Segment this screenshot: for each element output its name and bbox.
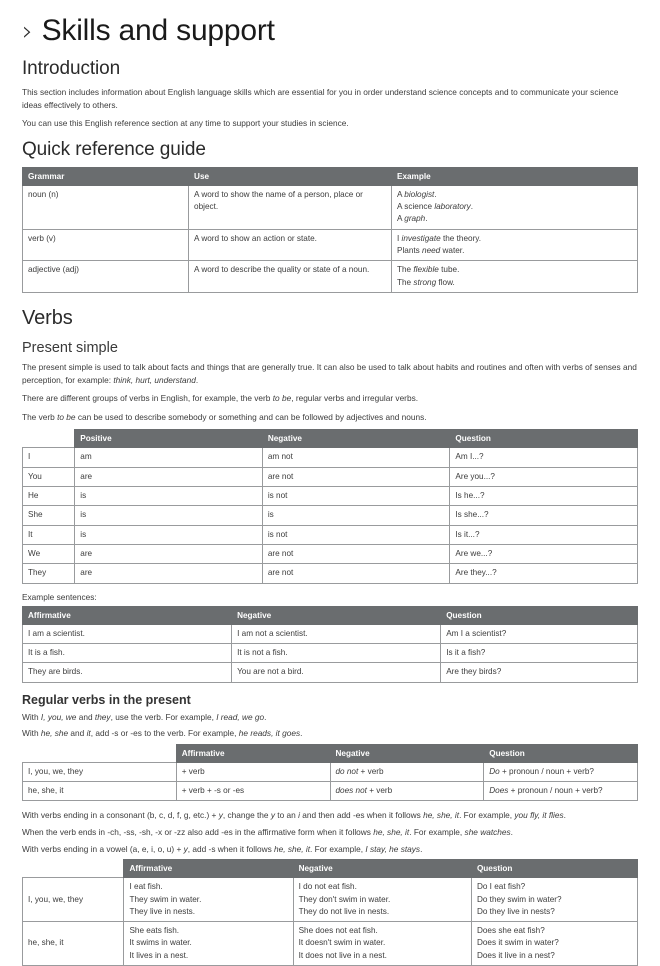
- introduction-paragraph-2: You can use this English reference section at any time to support your studies in science.: [22, 118, 349, 129]
- example-sentences-table: [22, 606, 638, 683]
- cell-question: Does + pronoun / noun + verb?: [484, 782, 638, 801]
- verb-to-be-table: [22, 429, 638, 583]
- cell-pronoun: We: [23, 544, 75, 563]
- cell-negative: are not: [262, 544, 450, 563]
- cell-affirmative: [124, 922, 293, 966]
- regular-verbs-paragraph-2: With he, she and it, add -s or -es to the verb. For example, he reads, it goes.: [22, 728, 303, 739]
- cell-pronoun: he, she, it: [23, 922, 124, 966]
- cell-pronoun: You: [23, 467, 75, 486]
- cell-pronoun: She: [23, 506, 75, 525]
- cell-negative: am not: [262, 448, 450, 467]
- table-row: [23, 643, 638, 662]
- cell-pronoun: They: [23, 564, 75, 583]
- table-row: [23, 185, 638, 229]
- table-header-row: [23, 744, 638, 762]
- table-header-row: [23, 860, 638, 878]
- column-header-pronoun: [23, 430, 75, 448]
- table-header-row: [23, 430, 638, 448]
- sentence-line: They swim in water.: [129, 894, 202, 904]
- cell-negative: does not + verb: [330, 782, 484, 801]
- sentence-line: They don't swim in water.: [298, 894, 391, 904]
- sentence-line: I eat fish.: [129, 882, 163, 892]
- cell-positive: am: [75, 448, 263, 467]
- present-simple-paragraph-3: The verb to be can be used to describe somebody or something and can be followed by adjectives and nouns.: [22, 411, 427, 422]
- table-row: [23, 564, 638, 583]
- cell-question: Is it...?: [450, 525, 638, 544]
- cell-use: A word to describe the quality or state of a noun.: [189, 261, 392, 293]
- sentence-line: Do they live in nests?: [476, 906, 555, 916]
- cell-positive: is: [75, 506, 263, 525]
- example-sentences-label: Example sentences:: [22, 591, 97, 602]
- column-header-affirmative: Affirmative: [23, 606, 232, 624]
- table-header-row: [23, 606, 638, 624]
- cell-question: Are we...?: [450, 544, 638, 563]
- cell-affirmative: It is a fish.: [23, 643, 232, 662]
- example-line: A science laboratory.: [396, 202, 474, 212]
- table-row: [23, 506, 638, 525]
- sentence-line: It doesn't swim in water.: [298, 938, 386, 948]
- cell-use: A word to show the name of a person, place or object.: [189, 185, 392, 229]
- cell-negative: is not: [262, 487, 450, 506]
- sentence-line: Do I eat fish?: [476, 882, 526, 892]
- spelling-rule-1: With verbs ending in a consonant (b, c, d, f, g, etc.) + y, change the y to an i and then add -es when it follows he, she, it. For example, you fly, it flies.: [22, 810, 566, 821]
- table-row: [23, 663, 638, 682]
- sentence-line: Does it live in a nest?: [476, 950, 555, 960]
- table-row: [23, 448, 638, 467]
- cell-positive: are: [75, 564, 263, 583]
- cell-negative: are not: [262, 467, 450, 486]
- sentence-line: Does it swim in water?: [476, 938, 559, 948]
- cell-question: Are they...?: [450, 564, 638, 583]
- column-header-question: Question: [471, 860, 637, 878]
- page-title: [22, 14, 638, 48]
- cell-question: Is she...?: [450, 506, 638, 525]
- sentence-line: It does not live in a nest.: [298, 950, 387, 960]
- sentence-line: It swims in water.: [129, 938, 192, 948]
- present-simple-heading: Present simple: [22, 339, 118, 356]
- table-row: [23, 261, 638, 293]
- cell-negative: are not: [262, 564, 450, 583]
- cell-use: A word to show an action or state.: [189, 229, 392, 261]
- cell-affirmative: I am a scientist.: [23, 624, 232, 643]
- verbs-heading: Verbs: [22, 306, 73, 329]
- quick-reference-heading: Quick reference guide: [22, 138, 206, 160]
- column-header-use: Use: [189, 167, 392, 185]
- sentence-line: Does she eat fish?: [476, 926, 545, 936]
- cell-negative: is not: [262, 525, 450, 544]
- table-row: [23, 782, 638, 801]
- cell-positive: are: [75, 467, 263, 486]
- cell-pronoun: I, you, we, they: [23, 762, 177, 781]
- cell-negative: is: [262, 506, 450, 525]
- sentence-line: They do not live in nests.: [298, 906, 390, 916]
- cell-question: Do + pronoun / noun + verb?: [484, 762, 638, 781]
- cell-negative: It is not a fish.: [232, 643, 441, 662]
- cell-negative: You are not a bird.: [232, 663, 441, 682]
- sentence-line: She does not eat fish.: [298, 926, 378, 936]
- column-header-example: Example: [391, 167, 637, 185]
- column-header-question: Question: [441, 606, 638, 624]
- regular-verbs-paragraph-1: With I, you, we and they, use the verb. For example, I read, we go.: [22, 711, 267, 722]
- cell-grammar: noun (n): [23, 185, 189, 229]
- column-header-negative: Negative: [330, 744, 484, 762]
- example-line: A biologist.: [396, 189, 437, 199]
- cell-question: Are they birds?: [441, 663, 638, 682]
- column-header-question: Question: [484, 744, 638, 762]
- regular-verb-forms-table: [22, 744, 638, 802]
- cell-affirmative: + verb: [176, 762, 330, 781]
- chevron-right-icon: ›: [22, 16, 33, 47]
- table-header-row: [23, 167, 638, 185]
- column-header-negative: Negative: [293, 860, 471, 878]
- cell-example: [391, 261, 637, 293]
- cell-pronoun: I: [23, 448, 75, 467]
- column-header-negative: Negative: [232, 606, 441, 624]
- cell-affirmative: They are birds.: [23, 663, 232, 682]
- column-header-question: Question: [450, 430, 638, 448]
- introduction-heading: Introduction: [22, 58, 121, 79]
- column-header-grammar: Grammar: [23, 167, 189, 185]
- column-header-affirmative: Affirmative: [176, 744, 330, 762]
- column-header-pronoun: [23, 744, 177, 762]
- table-row: [23, 922, 638, 966]
- regular-verb-sentences-table: [22, 859, 638, 966]
- column-header-negative: Negative: [262, 430, 450, 448]
- table-row: [23, 544, 638, 563]
- quick-reference-table: [22, 167, 638, 293]
- page-title-text: Skills and support: [41, 14, 275, 47]
- column-header-affirmative: Affirmative: [124, 860, 293, 878]
- table-row: [23, 229, 638, 261]
- spelling-rule-2: When the verb ends in -ch, -ss, -sh, -x or -zz also add -es in the affirmative form when it follows he, she, it. For example, she watches.: [22, 826, 513, 837]
- cell-positive: is: [75, 487, 263, 506]
- cell-question: Am I a scientist?: [441, 624, 638, 643]
- sentence-line: She eats fish.: [129, 926, 180, 936]
- sentence-line: I do not eat fish.: [298, 882, 357, 892]
- example-line: The flexible tube.: [396, 265, 460, 275]
- regular-verbs-heading: Regular verbs in the present: [22, 692, 191, 707]
- cell-pronoun: It: [23, 525, 75, 544]
- sentence-line: Do they swim in water?: [476, 894, 562, 904]
- cell-example: [391, 229, 637, 261]
- cell-question: [471, 922, 637, 966]
- cell-negative: [293, 922, 471, 966]
- cell-positive: is: [75, 525, 263, 544]
- cell-pronoun: I, you, we, they: [23, 878, 124, 922]
- example-line: The strong flow.: [396, 277, 455, 287]
- cell-pronoun: He: [23, 487, 75, 506]
- cell-negative: do not + verb: [330, 762, 484, 781]
- sentence-line: They live in nests.: [129, 906, 195, 916]
- cell-negative: I am not a scientist.: [232, 624, 441, 643]
- column-header-pronoun: [23, 860, 124, 878]
- present-simple-paragraph-1: The present simple is used to talk about facts and things that are generally true. It can also be used to talk about habits and routines and often with verbs of senses and perception, for example: think, hurt, understand.: [22, 361, 637, 385]
- table-row: [23, 762, 638, 781]
- cell-pronoun: he, she, it: [23, 782, 177, 801]
- cell-question: Is it a fish?: [441, 643, 638, 662]
- cell-grammar: verb (v): [23, 229, 189, 261]
- table-row: [23, 525, 638, 544]
- cell-question: Are you...?: [450, 467, 638, 486]
- cell-question: Am I...?: [450, 448, 638, 467]
- present-simple-paragraph-2: There are different groups of verbs in English, for example, the verb to be, regular verbs and irregular verbs.: [22, 393, 419, 404]
- column-header-positive: Positive: [75, 430, 263, 448]
- cell-question: Is he...?: [450, 487, 638, 506]
- cell-grammar: adjective (adj): [23, 261, 189, 293]
- cell-example: [391, 185, 637, 229]
- example-line: Plants need water.: [396, 246, 465, 256]
- table-row: [23, 467, 638, 486]
- example-line: A graph.: [396, 214, 428, 224]
- table-row: [23, 624, 638, 643]
- sentence-line: It lives in a nest.: [129, 950, 189, 960]
- spelling-rule-3: With verbs ending in a vowel (a, e, i, o, u) + y, add -s when it follows he, she, it. For example, I stay, he stays.: [22, 843, 423, 854]
- introduction-paragraph-1: This section includes information about English language skills which are essential for you in order understand science concepts and to communicate your science ideas effectively to others.: [22, 87, 619, 110]
- example-line: I investigate the theory.: [396, 233, 482, 243]
- cell-affirmative: + verb + -s or -es: [176, 782, 330, 801]
- table-row: [23, 487, 638, 506]
- cell-positive: are: [75, 544, 263, 563]
